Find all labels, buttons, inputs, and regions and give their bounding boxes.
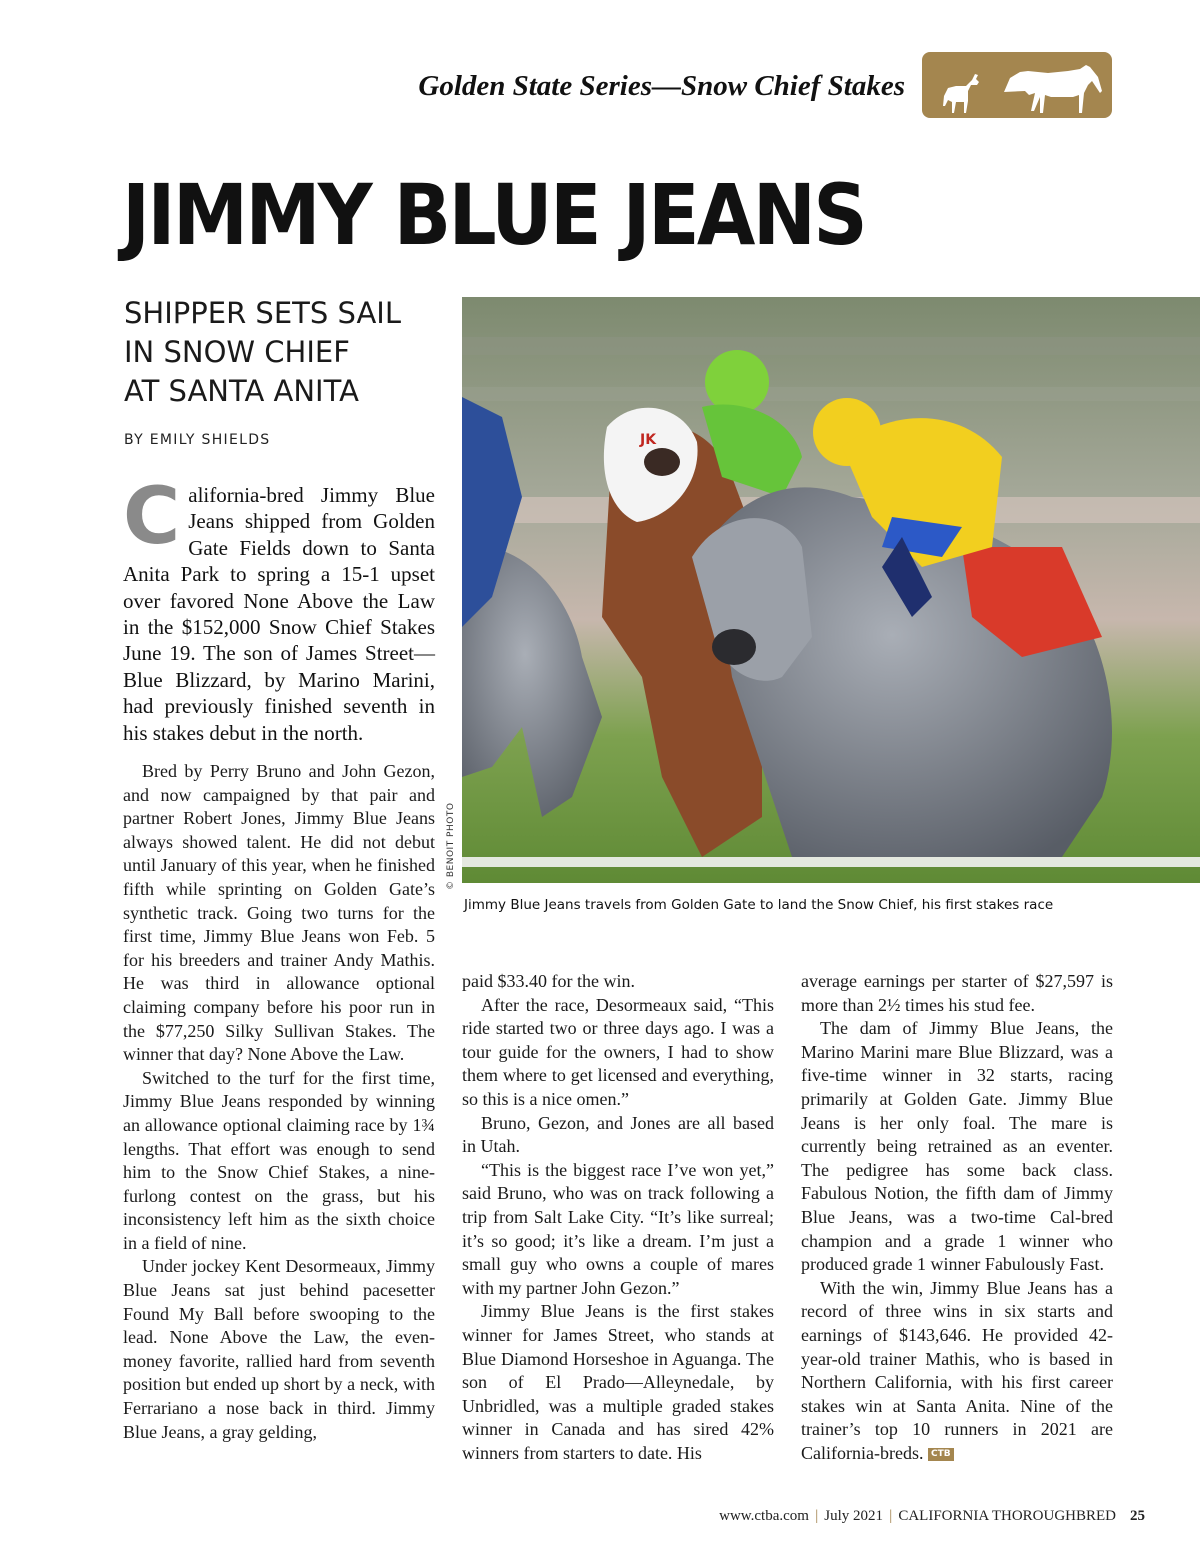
race-photo	[462, 297, 1200, 883]
body-paragraph: paid $33.40 for the win.	[462, 971, 635, 991]
body-paragraph: Jimmy Blue Jeans is the first stakes winner for James Street, who stands at Blue Diamond Horseshoe in Aguanga. The son of El Prado—Alleynedale, by Unbridled, was a multiple graded stakes winner in Canada and has sired 42% winners from starters to date. His	[462, 1301, 774, 1463]
body-paragraph-text: With the win, Jimmy Blue Jeans has a record of three wins in six starts and earnings of $143,646. He provided 42-year-old trainer Mathis, who is based in Northern California, with his first career stakes win at Santa Anita. Nine of the trainer’s top 10 runners in 2021 are California-breds.	[801, 1277, 1113, 1463]
blinker-text: JK	[640, 432, 657, 448]
body-paragraph: “This is the biggest race I’ve won yet,” said Bruno, who was on track following a trip from Salt Lake City. “It’s like surreal; it’s so good; it’s like a dream. I’m just a small guy who owns a couple of mares with my partner John Gezon.”	[462, 1159, 774, 1298]
body-paragraph: After the race, Desormeaux said, “This ride started two or three days ago. I was a tour guide for the owners, I had to show them where to get licensed and everything, so this is a nice omen.”	[462, 994, 774, 1109]
photo-credit: © BENOIT PHOTO	[446, 802, 456, 890]
body-column-1	[123, 760, 435, 1444]
body-paragraph: average earnings per starter of $27,597 is more than 2½ times his stud fee.	[801, 971, 1113, 1015]
body-paragraph: Bred by Perry Bruno and John Gezon, and now campaigned by that pair and partner Robert Jones, Jimmy Blue Jeans always showed talent. He did not debut until January of this year, when he finished fifth while sprinting on Golden Gate’s synthetic track. Going two turns for the first time, Jimmy Blue Jeans won Feb. 5 for his breeders and trainer Andy Mathis. He was third in allowance optional claiming company before his poor run in the $77,250 Silky Sullivan Stakes. The winner that day? None Above the Law.	[123, 761, 435, 1065]
article-subhead	[124, 294, 401, 411]
drop-cap: C	[123, 472, 181, 562]
footer-magazine: CALIFORNIA THOROUGHBRED	[898, 1508, 1116, 1524]
page-number: 25	[1130, 1508, 1145, 1524]
body-column-3	[801, 970, 1113, 1465]
subhead-line: SHIPPER SETS SAIL	[124, 296, 402, 330]
body-paragraph: Switched to the turf for the first time, Jimmy Blue Jeans responded by winning an allowance optional claiming race by 1¾ lengths. That effort was enough to send him to the Snow Chief Stakes, a nine-furlong contest on the grass, but his inconsistency left him as the sixth choice in a field of nine.	[123, 1067, 435, 1253]
photo-caption: Jimmy Blue Jeans travels from Golden Gate to land the Snow Chief, his first stakes race	[464, 897, 1054, 913]
article-headline: JIMMY BLUE JEANS	[122, 166, 866, 264]
body-column-2	[462, 970, 774, 1465]
footer-website: www.ctba.com	[719, 1508, 809, 1524]
footer-separator: |	[814, 1508, 819, 1524]
body-paragraph: The dam of Jimmy Blue Jeans, the Marino Marini mare Blue Blizzard, was a five-time winner in 32 starts, racing primarily at Golden Gate. Jimmy Blue Jeans is her only foal. The mare is currently being retrained as an eventer. The pedigree has some back class. Fabulous Notion, the fifth dam of Jimmy Blue Jeans, was a two-time Cal-bred champion and a grade 1 winner who produced grade 1 winner Fabulously Fast.	[801, 1018, 1113, 1275]
body-paragraph: Bruno, Gezon, and Jones are all based in Utah.	[462, 1112, 774, 1157]
body-paragraph	[801, 1277, 1113, 1466]
subhead-line: IN SNOW CHIEF	[124, 335, 350, 369]
byline: BY EMILY SHIELDS	[124, 432, 271, 448]
lead-text: alifornia-bred Jimmy Blue Jeans shipped from Golden Gate Fields down to Santa Anita Park to spring a 15-1 upset over favored None Above the Law in the $152,000 Snow Chief Stakes June 19. The son of James Street—Blue Blizzard, by Marino Marini, had previously finished seventh in his stakes debut in the north.	[123, 483, 435, 745]
body-paragraph: Under jockey Kent Desormeaux, Jimmy Blue Jeans sat just behind pacesetter Found My Ball before swooping to the lead. None Above the Law, the even-money favorite, rallied hard from seventh position but ended up short by a neck, with Ferrariano a nose back in third. Jimmy Blue Jeans, a gray gelding,	[123, 1256, 435, 1442]
ctb-end-badge: CTB	[928, 1448, 954, 1461]
footer-issue: July 2021	[824, 1508, 884, 1524]
subhead-line: AT SANTA ANITA	[124, 374, 359, 408]
lead-paragraph	[123, 472, 435, 746]
footer-separator: |	[889, 1508, 893, 1524]
series-title: Golden State Series—Snow Chief Stakes	[418, 70, 905, 102]
horses-silhouette-icon	[922, 52, 1112, 118]
page-footer	[600, 1508, 1145, 1525]
